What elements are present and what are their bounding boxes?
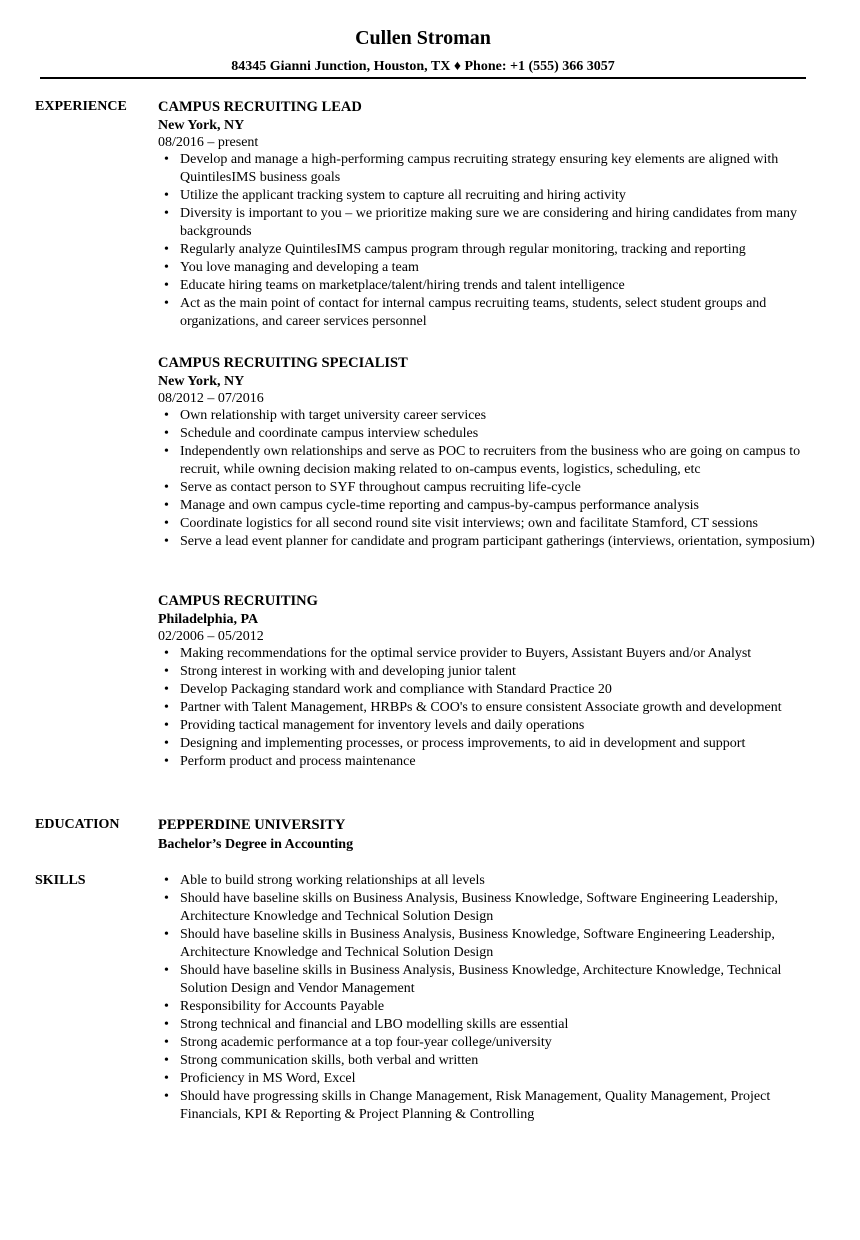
degree: Bachelor’s Degree in Accounting [158,837,354,852]
list-item: • Educate hiring teams on marketplace/talent/hiring trends and talent intelligence [158,277,818,295]
list-item: • Should have progressing skills in Change Management, Risk Management, Quality Management, Project Financials, KPI & Reporting & Project Planning & Controlling [158,1088,818,1124]
list-item: • Strong academic performance at a top four-year college/university [158,1034,818,1052]
list-item: • Proficiency in MS Word, Excel [158,1070,818,1088]
job-entry [158,592,818,771]
candidate-name: Cullen Stroman [355,27,491,49]
list-item: • Strong communication skills, both verbal and written [158,1052,818,1070]
job-title: CAMPUS RECRUITING [158,593,318,609]
section-label-experience: EXPERIENCE [35,99,127,114]
list-item: • Utilize the applicant tracking system to capture all recruiting and hiring activity [158,187,818,205]
list-item: • Manage and own campus cycle-time reporting and campus-by-campus performance analysis [158,497,818,515]
list-item: • Providing tactical management for inventory levels and daily operations [158,717,818,735]
job-location: New York, NY [158,118,245,133]
job-entry [158,354,818,551]
job-dates: 08/2012 – 07/2016 [158,391,264,406]
job-dates: 08/2016 – present [158,135,259,150]
list-item: • Independently own relationships and serve as POC to recruiters from the business who are going on campus to recruit, while owning decision making related to on-campus events, logistics, scheduling, etc [158,443,818,479]
list-item: • Serve as contact person to SYF throughout campus recruiting life-cycle [158,479,818,497]
list-item: • Regularly analyze QuintilesIMS campus program through regular monitoring, tracking and reporting [158,241,818,259]
job-bullets [158,645,818,771]
education-entry [158,816,818,854]
list-item: • Partner with Talent Management, HRBPs & COO's to ensure consistent Associate growth and development [158,699,818,717]
list-item: • Making recommendations for the optimal service provider to Buyers, Assistant Buyers and/or Analyst [158,645,818,663]
job-location: New York, NY [158,374,245,389]
contact-line: 84345 Gianni Junction, Houston, TX ♦ Phone: +1 (555) 366 3057 [231,59,615,74]
list-item: • Should have baseline skills in Business Analysis, Business Knowledge, Software Engineering Leadership, Architecture Knowledge and Technical Solution Design [158,926,818,962]
job-location: Philadelphia, PA [158,612,259,627]
job-bullets [158,151,818,331]
list-item: • Designing and implementing processes, or process improvements, to aid in development and support [158,735,818,753]
list-item: • Schedule and coordinate campus interview schedules [158,425,818,443]
list-item: • You love managing and developing a team [158,259,818,277]
list-item: • Act as the main point of contact for internal campus recruiting teams, students, select student groups and organizations, and career services personnel [158,295,818,331]
list-item: • Responsibility for Accounts Payable [158,998,818,1016]
job-entry [158,98,818,331]
list-item: • Able to build strong working relationships at all levels [158,872,818,890]
list-item: • Diversity is important to you – we prioritize making sure we are considering and hiring candidates from many backgrounds [158,205,818,241]
list-item: • Strong technical and financial and LBO modelling skills are essential [158,1016,818,1034]
list-item: • Develop and manage a high-performing campus recruiting strategy ensuring key elements are aligned with QuintilesIMS business goals [158,151,818,187]
school-name: PEPPERDINE UNIVERSITY [158,817,346,833]
list-item: • Serve a lead event planner for candidate and program participant gatherings (interviews, orientation, symposium) [158,533,818,551]
skills-list-block [158,872,818,1124]
list-item: • Should have baseline skills in Business Analysis, Business Knowledge, Architecture Knowledge, Technical Solution Design and Vendor Management [158,962,818,998]
section-label-education: EDUCATION [35,817,120,832]
list-item: • Perform product and process maintenance [158,753,818,771]
list-item: • Coordinate logistics for all second round site visit interviews; own and facilitate Stamford, CT sessions [158,515,818,533]
job-bullets [158,407,818,551]
list-item: • Own relationship with target university career services [158,407,818,425]
job-dates: 02/2006 – 05/2012 [158,629,264,644]
header-divider [40,77,806,79]
skills-list [158,872,818,1124]
list-item: • Should have baseline skills on Business Analysis, Business Knowledge, Software Engineering Leadership, Architecture Knowledge and Technical Solution Design [158,890,818,926]
list-item: • Strong interest in working with and developing junior talent [158,663,818,681]
job-title: CAMPUS RECRUITING SPECIALIST [158,355,408,371]
section-label-skills: SKILLS [35,873,86,888]
list-item: • Develop Packaging standard work and compliance with Standard Practice 20 [158,681,818,699]
job-title: CAMPUS RECRUITING LEAD [158,99,362,115]
